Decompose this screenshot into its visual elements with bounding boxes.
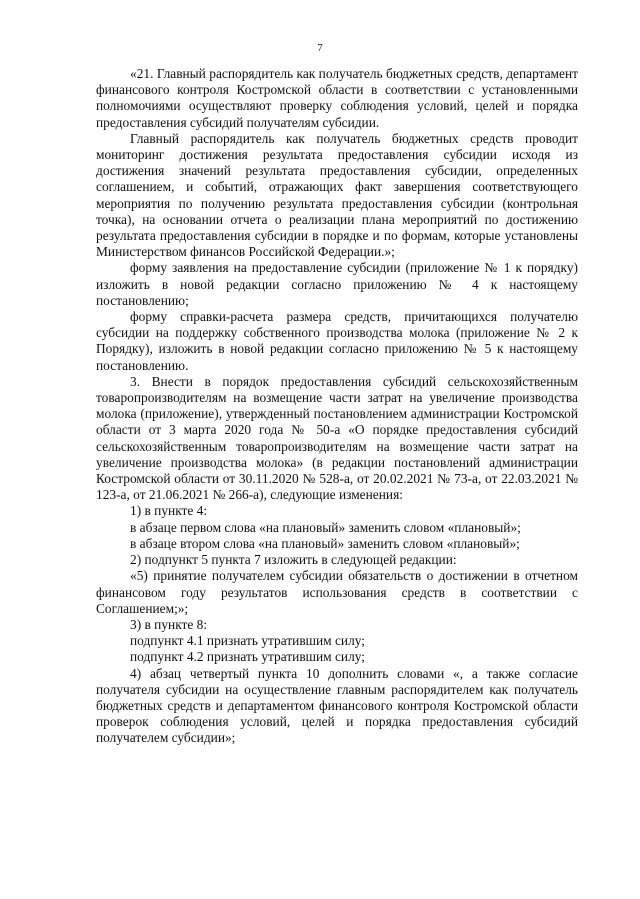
paragraph-21: «21. Главный распорядитель как получатель бюджетных средств, департамент финансового контроля Костромской области в соответствии с установленными полномочиями осуществляют проверку соблюдения условий, целей и порядка предоставления субсидий получателям субсидии. [96, 66, 578, 130]
paragraph-monitoring: Главный распорядитель как получатель бюджетных средств проводит мониторинг достижения результата предоставления субсидии исходя из достижения значений результата предоставления субсидии, определенных соглашением, и событий, отражающих факт завершения соответствующего мероприятия по получению результата предоставления субсидии (контрольная точка), на основании отчета о реализации плана мероприятий по достижению результата предоставления субсидии в порядке и по формам, которые установлены Министерством финансов Российской Федерации.»; [96, 130, 578, 260]
list-item-2-text: «5) принятие получателем субсидии обязательств о достижении в отчетном финансовом году результатов использования средств в соответствии с Соглашением;»; [96, 568, 578, 616]
list-item-3-a: подпункт 4.1 признать утратившим силу; [130, 633, 365, 649]
list-item-4: 4) абзац четвертый пункта 10 дополнить словами «, а также согласие получателя субсидии на осуществление главным распорядителем как получатель бюджетных средств и департаментом финансового контроля Костромской области проверок соблюдения условий, целей и порядка предоставления субсидий получателем субсидии»; [96, 665, 578, 746]
list-item-1: 1) в пункте 4: [130, 503, 208, 519]
list-item-2: 2) подпункт 5 пункта 7 изложить в следующей редакции: [130, 552, 457, 568]
document-body [96, 66, 578, 747]
list-item-1-a: в абзаце первом слова «на плановый» заменить словом «плановый»; [130, 519, 521, 535]
page-number: 7 [317, 42, 323, 54]
paragraph-application-form: форму заявления на предоставление субсидии (приложение № 1 к порядку) изложить в новой редакции согласно приложению № 4 к настоящему постановлению; [96, 260, 578, 308]
paragraph-calculation-form: форму справки-расчета размера средств, причитающихся получателю субсидии на поддержку собственного производства молока (приложение № 2 к Порядку), изложить в новой редакции согласно приложению № 5 к настоящему постановлению. [96, 309, 578, 373]
list-item-3-b: подпункт 4.2 признать утратившим силу; [130, 649, 365, 665]
list-item-1-b: в абзаце втором слова «на плановый» заменить словом «плановый»; [130, 535, 520, 551]
paragraph-item-3: 3. Внести в порядок предоставления субсидий сельскохозяйственным товаропроизводителям на возмещение части затрат на увеличение производства молока (приложение), утвержденный постановлением администрации Костромской области от 3 марта 2020 года № 50-а «О порядке предоставления субсидий сельскохозяйственным товаропроизводителям на возмещение части затрат на увеличение производства молока» (в редакции постановлений администрации Костромской области от 30.11.2020 № 528-а, от 20.02.2021 № 73-а, от 22.03.2021 № 123-а, от 21.06.2021 № 266-а), следующие изменения: [96, 373, 578, 503]
list-item-3: 3) в пункте 8: [130, 616, 208, 632]
